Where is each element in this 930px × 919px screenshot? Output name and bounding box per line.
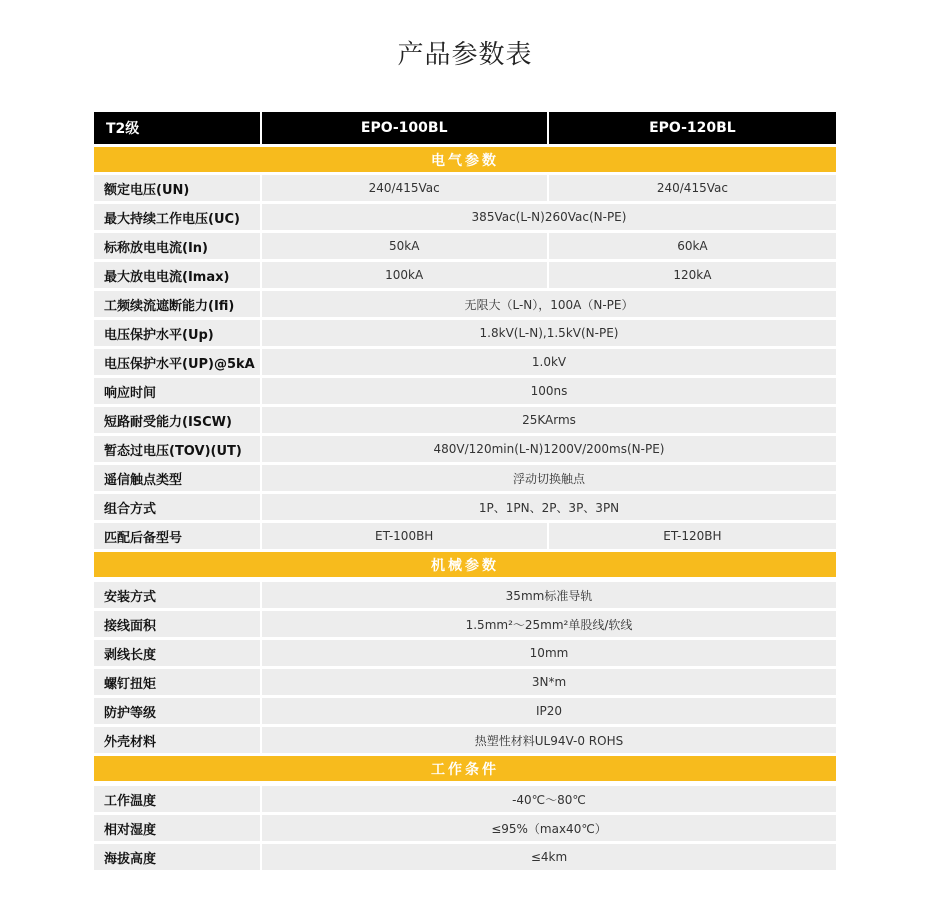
table-row: [94, 262, 836, 288]
table-row: [94, 320, 836, 346]
row-value: 35mm标准导轨: [262, 582, 836, 608]
table-row: [94, 175, 836, 201]
row-label: 接线面积: [94, 611, 260, 637]
row-label: 工频续流遮断能力(Ifi): [94, 291, 260, 317]
row-value: 1.0kV: [262, 349, 836, 375]
header-col-epo-120bl: EPO-120BL: [549, 112, 836, 144]
row-label: 电压保护水平(Up): [94, 320, 260, 346]
row-label: 最大持续工作电压(UC): [94, 204, 260, 230]
row-label: 暂态过电压(TOV)(UT): [94, 436, 260, 462]
row-label: 安装方式: [94, 582, 260, 608]
table-row: [94, 611, 836, 637]
mechanical-rows: [94, 582, 836, 753]
table-row: [94, 204, 836, 230]
row-label: 标称放电电流(In): [94, 233, 260, 259]
row-value-epo-120bl: 60kA: [549, 233, 836, 259]
row-label: 螺钉扭矩: [94, 669, 260, 695]
table-row: [94, 407, 836, 433]
row-value: 10mm: [262, 640, 836, 666]
header-col-epo-100bl: EPO-100BL: [262, 112, 547, 144]
table-row: [94, 378, 836, 404]
table-row: [94, 291, 836, 317]
row-label: 最大放电电流(Imax): [94, 262, 260, 288]
page-title: 产品参数表: [397, 40, 533, 70]
header-label: T2级: [94, 112, 260, 144]
table-row: [94, 436, 836, 462]
row-value-epo-100bl: 100kA: [262, 262, 547, 288]
row-value: 1.5mm²～25mm²单股线/软线: [262, 611, 836, 637]
row-value: ≤4km: [262, 844, 836, 870]
table-row: [94, 640, 836, 666]
row-value-epo-100bl: 240/415Vac: [262, 175, 547, 201]
section-electrical: 电气参数: [94, 147, 836, 172]
table-row: [94, 844, 836, 870]
row-value-epo-100bl: ET-100BH: [262, 523, 547, 549]
row-label: 额定电压(UN): [94, 175, 260, 201]
row-label: 相对湿度: [94, 815, 260, 841]
row-value: 热塑性材料UL94V-0 ROHS: [262, 727, 836, 753]
row-value: IP20: [262, 698, 836, 724]
row-label: 响应时间: [94, 378, 260, 404]
row-value-epo-120bl: 240/415Vac: [549, 175, 836, 201]
row-value: 无限大（L-N），100A（N-PE）: [262, 291, 836, 317]
row-value: 浮动切换触点: [262, 465, 836, 491]
table-row: [94, 465, 836, 491]
row-label: 匹配后备型号: [94, 523, 260, 549]
row-value-epo-120bl: ET-120BH: [549, 523, 836, 549]
table-header: [94, 112, 836, 144]
table-row: [94, 233, 836, 259]
row-value-epo-100bl: 50kA: [262, 233, 547, 259]
table-row: [94, 494, 836, 520]
row-value: 1P、1PN、2P、3P、3PN: [262, 494, 836, 520]
row-label: 组合方式: [94, 494, 260, 520]
row-value: 1.8kV(L-N),1.5kV(N-PE): [262, 320, 836, 346]
table-row: [94, 582, 836, 608]
table-row: [94, 669, 836, 695]
row-value: -40℃～80℃: [262, 786, 836, 812]
row-value-epo-120bl: 120kA: [549, 262, 836, 288]
row-label: 海拔高度: [94, 844, 260, 870]
table-row: [94, 815, 836, 841]
row-label: 防护等级: [94, 698, 260, 724]
row-value: 25KArms: [262, 407, 836, 433]
row-value: 385Vac(L-N)260Vac(N-PE): [262, 204, 836, 230]
row-label: 剥线长度: [94, 640, 260, 666]
row-label: 外壳材料: [94, 727, 260, 753]
row-label: 电压保护水平(UP)@5kA: [94, 349, 260, 375]
working-rows: [94, 786, 836, 870]
electrical-rows: [94, 175, 836, 549]
row-value: ≤95%（max40℃）: [262, 815, 836, 841]
row-value: 3N*m: [262, 669, 836, 695]
table-row: [94, 349, 836, 375]
row-label: 短路耐受能力(ISCW): [94, 407, 260, 433]
table-row: [94, 523, 836, 549]
row-value: 100ns: [262, 378, 836, 404]
table-row: [94, 727, 836, 753]
row-label: 工作温度: [94, 786, 260, 812]
table-row: [94, 698, 836, 724]
section-mechanical: 机械参数: [94, 552, 836, 577]
section-working: 工作条件: [94, 756, 836, 781]
row-label: 遥信触点类型: [94, 465, 260, 491]
row-value: 480V/120min(L-N)1200V/200ms(N-PE): [262, 436, 836, 462]
table-row: [94, 786, 836, 812]
spec-table: [94, 112, 836, 873]
